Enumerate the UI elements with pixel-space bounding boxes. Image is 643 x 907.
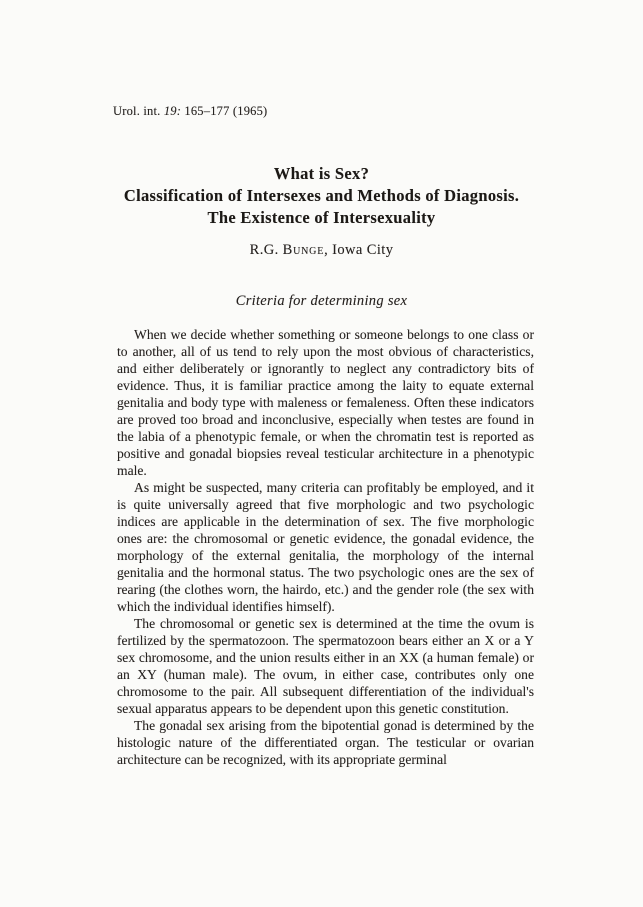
journal-volume: 19: (163, 104, 182, 118)
body-paragraph-3: The chromosomal or genetic sex is determined at the time the ovum is fertilized by the spermatozoon. The spermatozoon bears either an X or a Y sex chromosome, and the union results either in an XX (a human female) or an XY (human male). The ovum, in either case, contributes only one chromosome to the pair. All subsequent differentiation of the individual's sexual apparatus appears to be dependent upon this genetic constitution. (117, 616, 534, 716)
article-title (0, 163, 643, 229)
journal-citation (113, 104, 267, 119)
author-line (0, 242, 643, 259)
section-heading: Criteria for determining sex (235, 293, 408, 309)
journal-name: Urol. int. (113, 104, 161, 118)
article-body (117, 326, 534, 768)
author-initials: R.G. (249, 242, 279, 258)
body-paragraph-1: When we decide whether something or someone belongs to one class or to another, all of us tend to rely upon the most obvious of characteristics, and either deliberately or ignorantly to neglect any contradictory bits of evidence. Thus, it is familiar practice among the laity to equate external genitalia and body type with maleness or femaleness. Often these indicators are proved too broad and inconclusive, especially when testes are found in the labia of a phenotypic female, or when the chromatin test is reported as positive and gonadal biopsies reveal testicular architecture in a phenotypic male. (117, 327, 534, 478)
title-line-3: The Existence of Intersexuality (207, 208, 436, 227)
title-line-2: Classification of Intersexes and Methods of Diagnosis. (123, 186, 520, 205)
body-paragraph-2: As might be suspected, many criteria can profitably be employed, and it is quite universally agreed that five morphologic and two psychologic indices are applicable in the determination of sex. The five morphologic ones are: the chromosomal or genetic evidence, the gonadal evidence, the morphology of the external genitalia, the morphology of the internal genitalia and the hormonal status. The two psychologic ones are the sex of rearing (the clothes worn, the hairdo, etc.) and the gender role (the sex with which the individual identifies himself). (117, 480, 534, 614)
journal-pages: 165–177 (1965) (184, 104, 268, 118)
author-surname: Bunge (282, 242, 325, 258)
body-paragraph-4: The gonadal sex arising from the bipotential gonad is determined by the histologic nature of the differentiated organ. The testicular or ovarian architecture can be recognized, with its appropriate germinal (117, 718, 534, 767)
title-line-1: What is Sex? (273, 164, 370, 183)
author-location: , Iowa City (324, 242, 394, 258)
